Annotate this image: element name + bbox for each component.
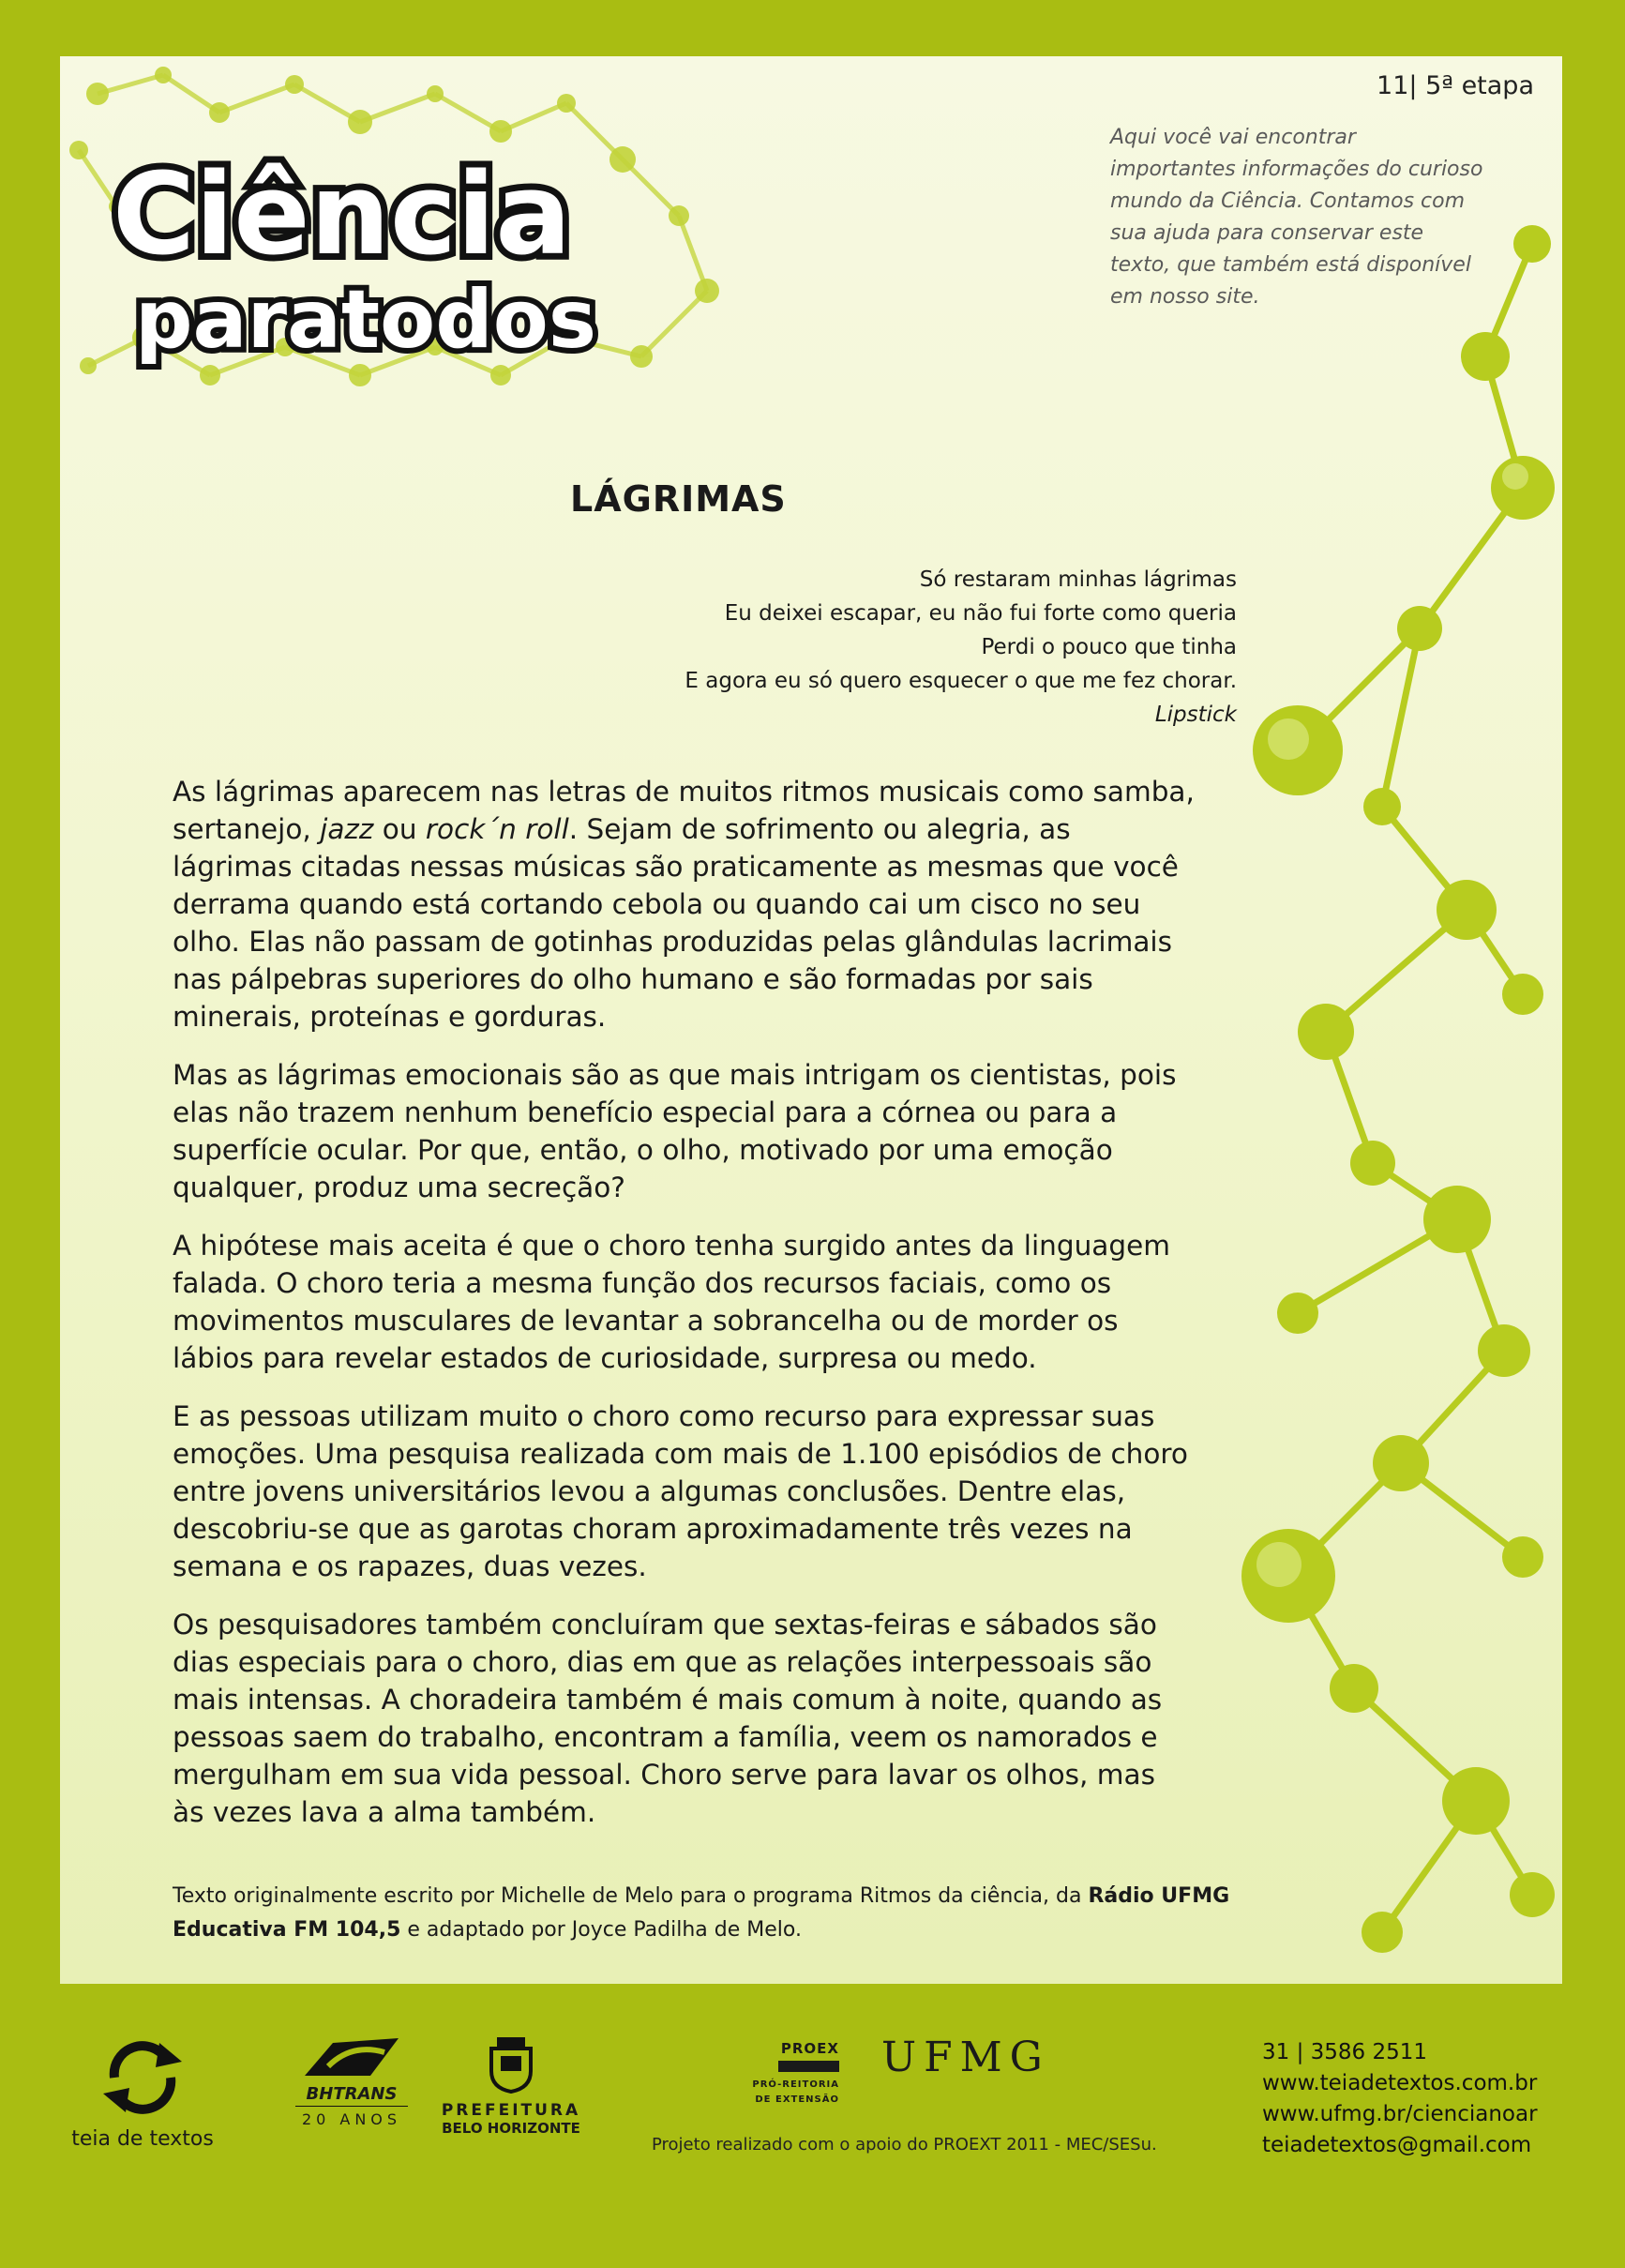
bhtrans-icon [295,2034,408,2080]
ciencia-para-todos-logo [94,131,750,394]
ufmg-logo: UFMG [881,2034,1050,2081]
paragraph-1: As lágrimas aparecem nas letras de muitos ritmos musicais como samba, sertanejo, jazz ou rock´n roll. Sejam de sofrimento ou alegria, as lágrimas citadas nessas músicas são praticamente as mesmas que você derrama quando está cortando cebola ou quando cai um cisco no seu olho. Elas não passam de gotinhas produzidas pelas glândulas lacrimais nas pálpebras superiores do olho humano e são formadas por sais minerais, proteínas e gorduras. [173,776,1195,1033]
teia-icon [96,2035,189,2120]
epigraph-line: Eu deixei escapar, eu não fui forte como queria [724,601,1237,626]
teia-label: teia de textos [71,2127,214,2151]
bhtrans-name: BHTRANS [306,2084,398,2104]
epigraph-line: Perdi o pouco que tinha [981,635,1237,659]
article-body [173,773,1195,1852]
proex-sub-1: PRÓ-REITORIA [752,2079,839,2090]
epigraph-line: E agora eu só quero esquecer o que me fez chorar. [685,669,1237,693]
epigraph [435,563,1237,732]
contact-website-ufmg[interactable]: www.ufmg.br/ciencianoar [1262,2102,1538,2126]
contact-phone: 31 | 3586 2511 [1262,2040,1428,2064]
article-title: LÁGRIMAS [570,478,787,520]
epigraph-author: Lipstick [1154,703,1237,727]
article-panel [60,56,1562,1984]
contact-website[interactable]: www.teiadetextos.com.br [1262,2071,1538,2095]
paragraph-5: Os pesquisadores também concluíram que sextas-feiras e sábados são dias especiais para o choro, dias em que as relações interpessoais são mais intensas. A choradeira também é mais comum à noite, quando as pessoas saem do trabalho, encontram a família, veem os namorados e mergulham em sua vida pessoal. Choro serve para lavar os olhos, mas às vezes lava a alma também. [173,1609,1163,1828]
proex-logo [727,2040,839,2108]
molecule-decoration-right [1213,225,1562,1984]
project-note: Projeto realizado com o apoio do PROEXT 2011 - MEC/SESu. [652,2135,1157,2155]
contact-info [1262,2037,1538,2161]
logo-line-1: Ciência [113,150,572,280]
coat-of-arms-icon [486,2035,536,2094]
bhtrans-logo [291,2034,413,2128]
intro-text: Aqui você vai encontrar importantes informações do curioso mundo da Ciência. Contamos com sua ajuda para conservar este texto, que também está disponível em nosso site. [1110,126,1483,309]
proex-bar [778,2061,839,2072]
prefeitura-logo [436,2035,586,2137]
paragraph-4: E as pessoas utilizam muito o choro como recurso para expressar suas emoções. Uma pesquisa realizada com mais de 1.100 episódios de choro entre jovens universitários levou a algumas conclusões. Dentre elas, descobriu-se que as garotas choram aproximadamente três vezes na semana e os rapazes, duas vezes. [173,1400,1188,1582]
epigraph-line: Só restaram minhas lágrimas [919,567,1237,592]
teia-de-textos-logo [68,2035,218,2151]
issue-label: 11| 5ª etapa [1377,71,1534,100]
logo-line-2: paratodos [135,273,597,367]
bhtrans-years: 20 ANOS [301,2110,402,2128]
paragraph-2: Mas as lágrimas emocionais são as que mais intrigam os cientistas, pois elas não trazem nenhum benefício especial para a córnea ou para a superfície ocular. Por que, então, o olho, motivado por uma emoção qualquer, produz uma secreção? [173,1059,1177,1203]
paragraph-3: A hipótese mais aceita é que o choro tenha surgido antes da linguagem falada. O choro teria a mesma função dos recursos faciais, como os movimentos musculares de levantar a sobrancelha ou de morder os lábios para revelar estados de curiosidade, surpresa ou medo. [173,1230,1170,1374]
proex-sub-2: DE EXTENSÃO [755,2094,839,2105]
prefeitura-label: PREFEITURA [441,2101,581,2120]
source-credit: Texto originalmente escrito por Michelle de Melo para o programa Ritmos da ciência, da Rádio UFMG Educativa FM 104,5 e adaptado por Joyce Padilha de Melo. [173,1884,1230,1942]
proex-name: PROEX [780,2040,839,2057]
contact-email[interactable]: teiadetextos@gmail.com [1262,2133,1532,2157]
belo-horizonte-label: BELO HORIZONTE [442,2120,580,2137]
